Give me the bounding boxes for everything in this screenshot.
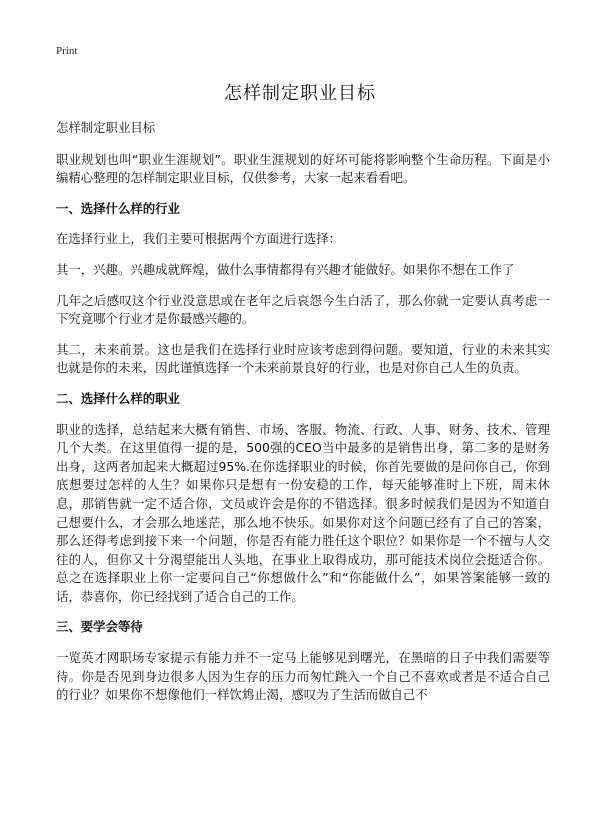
paragraph: 一览英才网职场专家提示有能力并不一定马上能够见到曙光，在黑暗的日子中我们需要等待。你是否见到身边很多人因为生存的压力而匆忙跳入一个自己不喜欢或者是不适合自己的行业？如果你不想像他们一样饮鸩止渴，感叹为了生活而做自己不 <box>56 650 550 703</box>
paragraph: 其二，未来前景。这也是我们在选择行业时应该考虑到得问题。要知道，行业的未来其实也就是你的未来，因此谨慎选择一个未来前景良好的行业，也是对你自己人生的负责。 <box>56 341 550 376</box>
paragraph: 职业的选择，总结起来大概有销售、市场、客服、物流、行政、人事、财务、技术、管理几个大类。在这里值得一提的是，500强的CEO当中最多的是销售出身，第二多的是财务出身，这两者加起来大概超过95%.在你选择职业的时候，你首先要做的是问你自己，你到底想要过怎样的人生？如果你只是想有一份安稳的工作，每天能够准时上下班，周末休息，那销售就一定不适合你，文员或许会是你的不错选择。很多时候我们是因为不知道自己想要什么，才会那么地迷茫，那么地不快乐。如果你对这个问题已经有了自己的答案，那么还得考虑到接下来一个问题，你是否有能力胜任这个职位？如果你是一个不擅与人交往的人，但你又十分渴望能出人头地，在事业上取得成功，那可能技术岗位会挺适合你。总之在选择职业上你一定要问自己“你想做什么”和“你能做什么”，如果答案能够一致的话，恭喜你，你已经找到了适合自己的工作。 <box>56 421 550 604</box>
article-subtitle: 怎样制定职业目标 <box>56 120 156 135</box>
paragraph: 其一，兴趣。兴趣成就辉煌，做什么事情都得有兴趣才能做好。如果你不想在工作了 <box>56 261 515 277</box>
section-heading-waiting: 三、要学会等待 <box>56 619 143 635</box>
section-heading-career: 二、选择什么样的职业 <box>56 390 180 406</box>
section-heading-industry: 一、选择什么样的行业 <box>56 200 180 216</box>
paragraph: 在选择行业上，我们主要可根据两个方面进行选择： <box>56 231 341 247</box>
paragraph: 几年之后感叹这个行业没意思或在老年之后哀怨今生白活了，那么你就一定要认真考虑一下究竟哪个行业才是你最感兴趣的。 <box>56 292 550 327</box>
intro-paragraph: 职业规划也叫“职业生涯规划”。职业生涯规划的好坏可能将影响整个生命历程。下面是小编精心整理的怎样制定职业目标，仅供参考，大家一起来看看吧。 <box>56 151 550 186</box>
article-body <box>56 119 550 717</box>
print-link[interactable]: Print <box>56 45 78 57</box>
page-title: 怎样制定职业目标 <box>224 83 376 104</box>
